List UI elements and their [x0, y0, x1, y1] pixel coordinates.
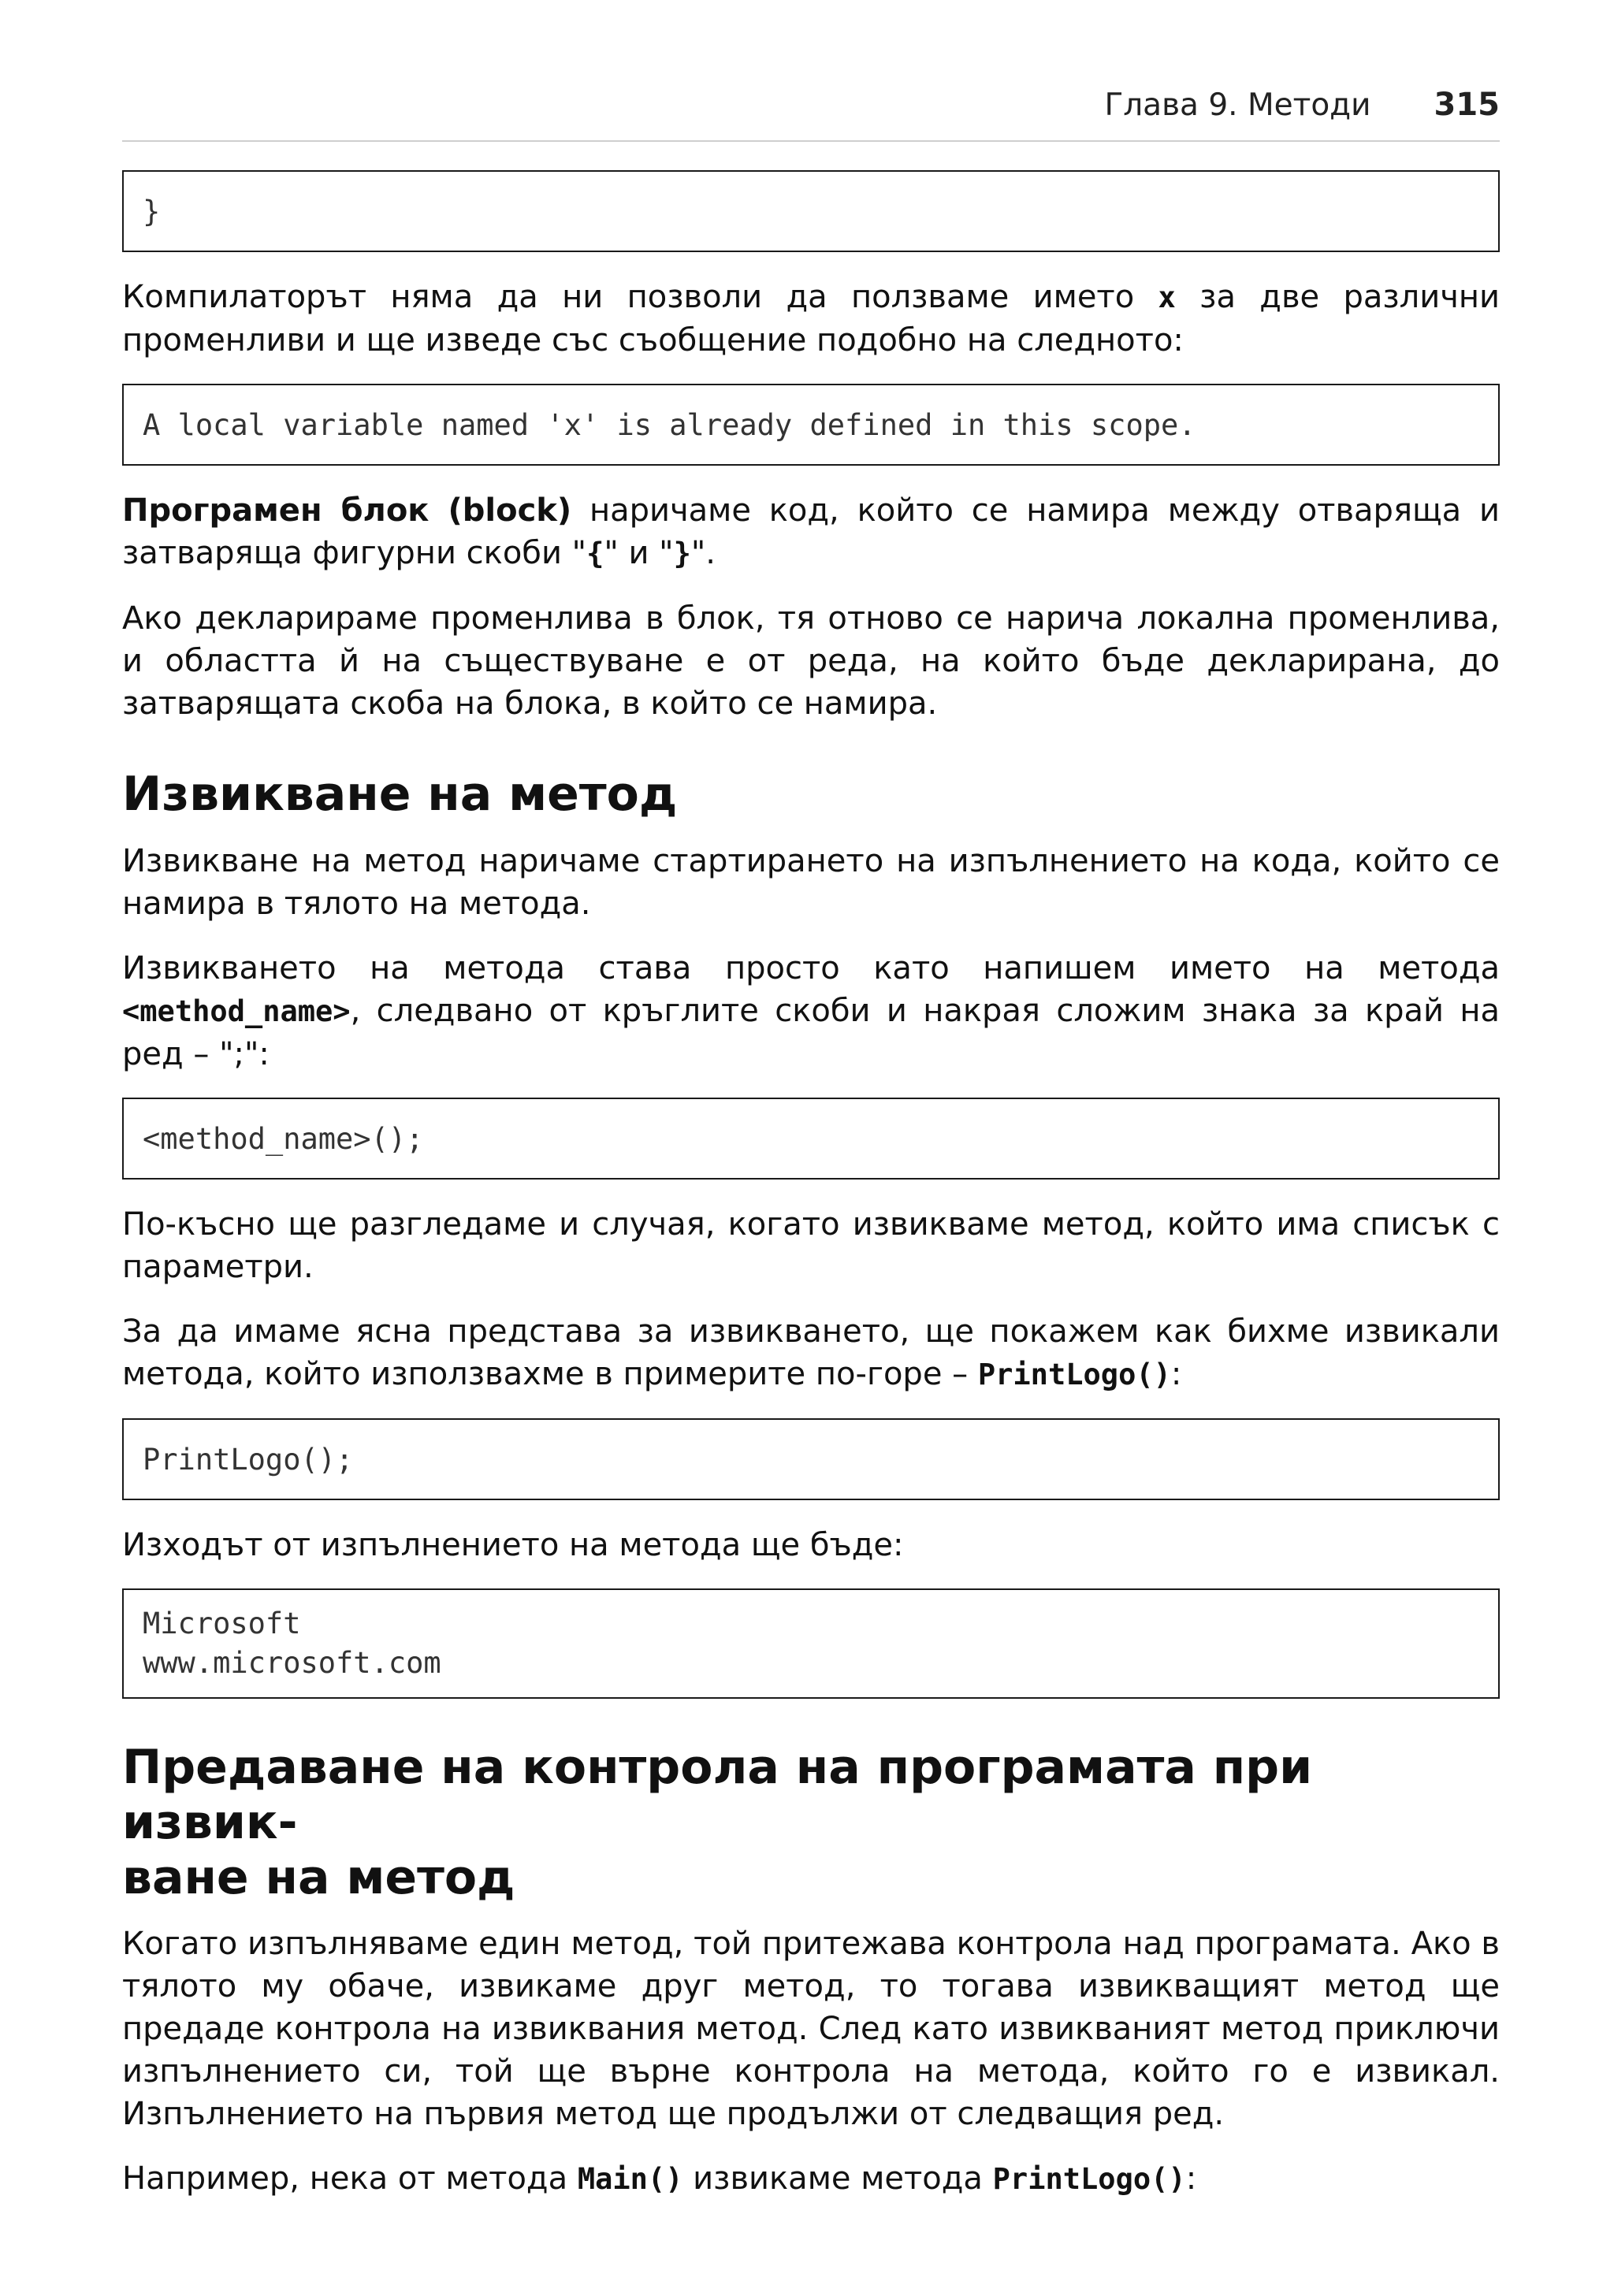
code-block-error-message: A local variable named 'x' is already defined in this scope.: [122, 384, 1500, 466]
inline-code-printlogo: PrintLogo(): [992, 2162, 1186, 2196]
output-line: www.microsoft.com: [143, 1646, 441, 1680]
text: За да имаме ясна представа за извикването, ще покажем как бихме извикали метода, който използвахме в примерите по-горе –: [122, 1313, 1500, 1392]
inline-code-open-brace: {: [586, 537, 604, 570]
heading-line: ване на метод: [122, 1850, 515, 1905]
text: Извикването на метода става просто като напишем името на метода: [122, 950, 1500, 986]
heading-line: Предаване на контрола на програмата при извик-: [122, 1740, 1313, 1850]
paragraph-method-call-definition: Извикване на метод наричаме стартирането на изпълнението на кода, който се намира в тялото на метода.: [122, 843, 1500, 922]
text: за две различни променливи и ще изведе със съобщение подобно на следното:: [122, 279, 1501, 359]
text: Компилаторът няма да ни позволи да ползваме името: [122, 279, 1158, 315]
text: извикаме метода: [682, 2160, 993, 2197]
inline-code-close-brace: }: [673, 537, 691, 570]
paragraph-parameters-later: По-късно ще разгледаме и случая, когато извикваме метод, който има списък с параметри.: [122, 1206, 1500, 1285]
code-block-closing-brace: }: [122, 170, 1500, 252]
output-block: [122, 1588, 1500, 1699]
inline-code-x: x: [1158, 280, 1176, 314]
output-line: Microsoft: [143, 1607, 301, 1640]
text: " и ": [604, 535, 674, 571]
text: ".: [690, 535, 716, 571]
section-heading-control-transfer: [122, 1740, 1500, 1905]
inline-code-method-name: <method_name>: [122, 994, 351, 1028]
paragraph-compiler-error: [122, 276, 1500, 362]
paragraph-control-transfer: Когато изпълняваме един метод, той притежава контрола над програмата. Ако в тялото му обаче, извикаме друг метод, то тогава извикващият метод ще предаде контрола на извиквания метод. След като извикваният метод приключи изпълнението си, той ще върне контрола на метода, който го е извикал. Изпълнението на първия метод ще продължи от следващия ред.: [122, 1926, 1500, 2132]
paragraph-printlogo-example: [122, 1310, 1500, 1396]
text: :: [1170, 1356, 1182, 1392]
paragraph-main-example: [122, 2157, 1500, 2201]
section-heading-method-call: Извикване на метод: [122, 767, 678, 822]
text: :: [1185, 2160, 1197, 2197]
paragraph-output-intro: Изходът от изпълнението на метода ще бъде:: [122, 1527, 904, 1563]
paragraph-method-call-syntax: [122, 947, 1500, 1076]
text: , следвано от кръглите скоби и накрая сложим знака за край на ред – ";":: [122, 993, 1500, 1072]
paragraph-block-definition: [122, 489, 1500, 575]
chapter-title: Глава 9. Методи: [1104, 87, 1371, 123]
inline-code-printlogo: PrintLogo(): [977, 1358, 1171, 1391]
page-content: [122, 170, 1500, 2223]
term-program-block: Програмен блок (block): [122, 492, 572, 529]
running-header: [122, 69, 1500, 142]
paragraph-local-variable: Ако декларираме променлива в блок, тя отново се нарича локална променлива, и областта й на съществуване е от реда, на който бъде декларирана, до затварящата скоба на блока, в който се намира.: [122, 600, 1500, 722]
code-block-printlogo-call: PrintLogo();: [122, 1418, 1500, 1500]
text: Например, нека от метода: [122, 2160, 578, 2197]
text: наричаме код, който се намира между отваряща и затваряща фигурни скоби ": [122, 492, 1500, 571]
inline-code-main: Main(): [577, 2162, 683, 2196]
code-block-method-call-syntax: <method_name>();: [122, 1098, 1500, 1180]
page-number: 315: [1434, 87, 1500, 123]
